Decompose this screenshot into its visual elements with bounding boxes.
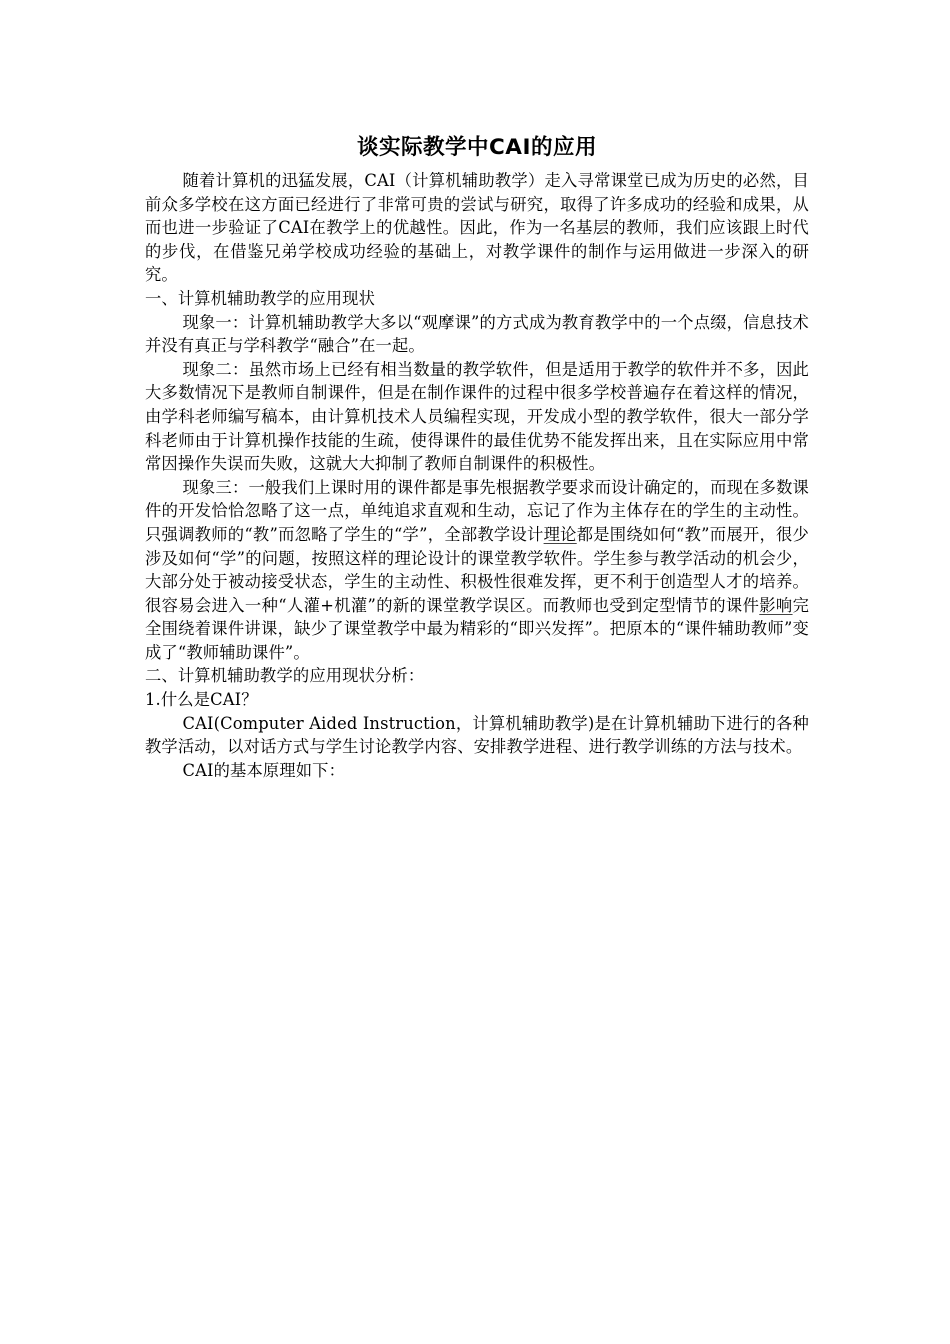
phenomenon-3-text-2: 都是围绕如何“教”而展开，很少涉及如何“学”的问题，按照这样的理论设计的课堂教学软件。学生参与教学活动的机会少，大部分处于被动接受状态，学生的主动性、积极性很难发挥，更不利于创造型人才的培养。很容易会进入一种“人灌+机灌”的新的课堂教学误区。而教师也受到定型情节的课件: [145, 524, 809, 615]
phenomenon-2-paragraph: 现象二：虽然市场上已经有相当数量的教学软件，但是适用于教学的软件并不多，因此大多数情况下是教师自制课件，但是在制作课件的过程中很多学校普遍存在着这样的情况，由学科老师编写稿本，由计算机技术人员编程实现，开发成小型的教学软件，很大一部分学科老师由于计算机操作技能的生疏，使得课件的最佳优势不能发挥出来，且在实际应用中常常因操作失误而失败，这就大大抑制了教师自制课件的积极性。: [145, 359, 809, 474]
intro-paragraph: 随着计算机的迅猛发展，CAI（计算机辅助教学）走入寻常课堂已成为历史的必然，目前众多学校在这方面已经进行了非常可贵的尝试与研究，取得了许多成功的经验和成果，从而也进一步验证了CAI在教学上的优越性。因此，作为一名基层的教师，我们应该跟上时代的步伐，在借鉴兄弟学校成功经验的基础上，对教学课件的制作与运用做进一步深入的研究。: [145, 171, 809, 285]
link-theory[interactable]: 理论: [543, 524, 577, 544]
section-heading-2: 二、计算机辅助教学的应用现状分析：: [145, 666, 425, 686]
phenomenon-3-text-1: 现象三：一般我们上课时用的课件都是事先根据教学要求而设计确定的，而现在多数课件的开发恰恰忽略了这一点，单纯追求直观和生动，忘记了作为主体存在的学生的主动性。只强调教师的“教”而忽略了学生的“学”，全部教学设计: [145, 477, 809, 544]
cai-principle-paragraph: CAI的基本原理如下：: [182, 760, 346, 780]
document-page: [145, 128, 809, 782]
phenomenon-3-paragraph: [145, 476, 809, 665]
link-influence[interactable]: 影响: [759, 595, 793, 615]
phenomenon-3-text-3: 完全围绕着课件讲课，缺少了课堂教学中最为精彩的“即兴发挥”。把原本的“课件辅助教师”变成了“教师辅助课件”。: [145, 595, 809, 662]
cai-definition-paragraph: CAI(Computer Aided Instruction，计算机辅助教学)是在计算机辅助下进行的各种教学活动，以对话方式与学生讨论教学内容、安排教学进程、进行教学训练的方法与技术。: [145, 713, 809, 757]
phenomenon-1-paragraph: 现象一：计算机辅助教学大多以“观摩课”的方式成为教育教学中的一个点缀，信息技术并没有真正与学科教学“融合”在一起。: [145, 312, 809, 356]
section-heading-1: 一、计算机辅助教学的应用现状: [145, 288, 376, 308]
document-title: 谈实际教学中CAI的应用: [357, 135, 597, 160]
subsection-heading-1: 1.什么是CAI？: [145, 690, 258, 710]
